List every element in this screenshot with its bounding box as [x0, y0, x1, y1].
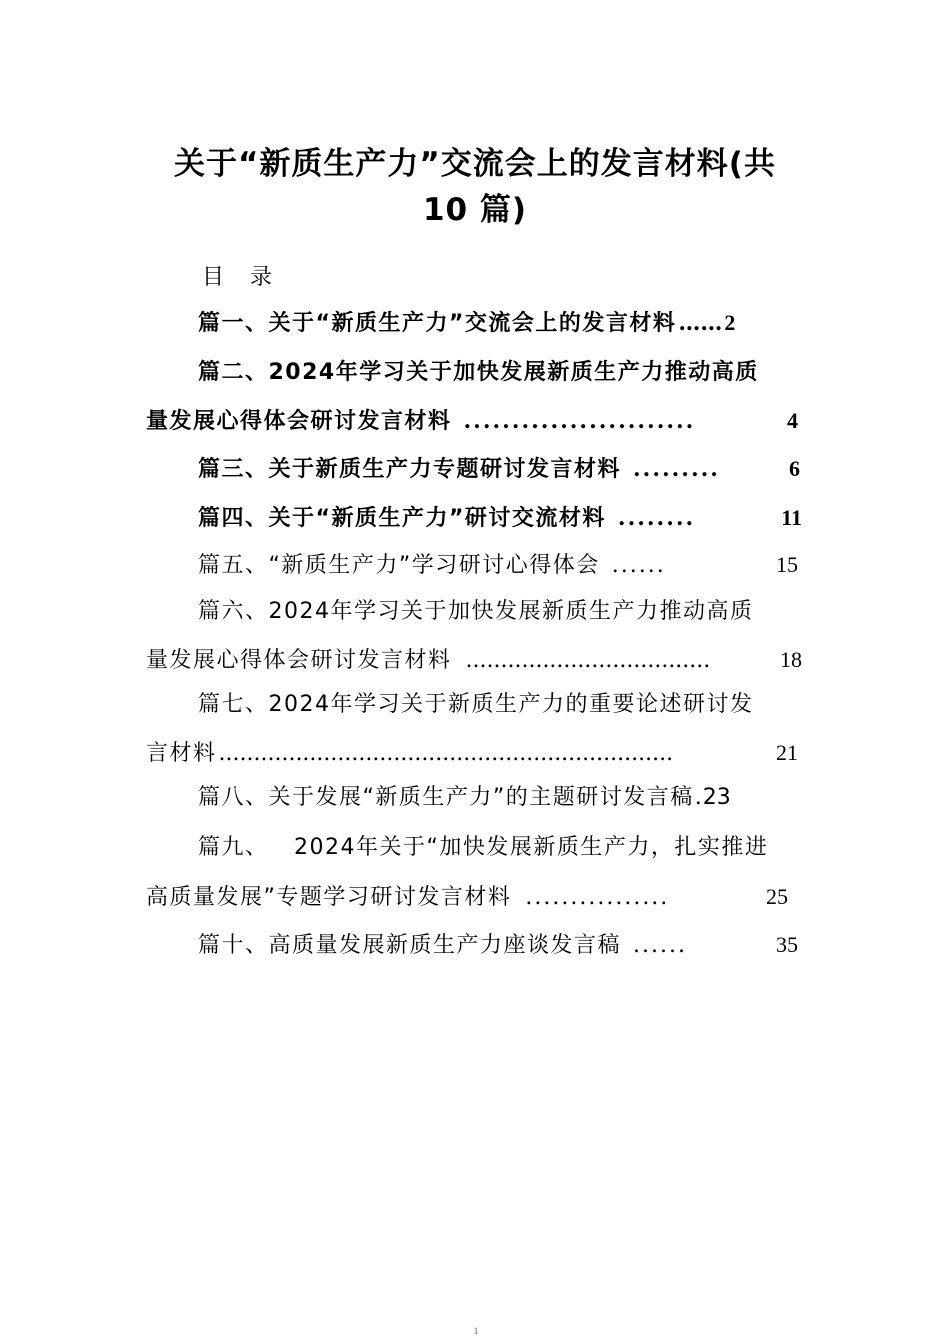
toc-entry-10[interactable]: [198, 930, 798, 961]
toc-entry-leader: ........: [617, 505, 696, 531]
toc-entry-title: 篇八、关于发展“新质生产力”的主题研讨发言稿: [198, 785, 694, 810]
toc-entry-title: 篇一、关于“新质生产力”交流会上的发言材料: [198, 311, 677, 336]
toc-entry-title: 篇五、“新质生产力”学习研讨心得体会: [198, 553, 600, 578]
document-title-line1: 关于“新质生产力”交流会上的发言材料(共: [174, 146, 776, 182]
toc-entry-3[interactable]: [198, 454, 800, 485]
toc-entry-5[interactable]: [198, 550, 798, 581]
toc-entry-page: 35: [776, 932, 798, 957]
toc-entry-7-line2[interactable]: [146, 738, 798, 769]
toc-entry-page: 6: [789, 456, 800, 481]
toc-heading: 目录: [202, 265, 299, 290]
toc-entry-title: 量发展心得体会研讨发言材料: [146, 409, 452, 434]
toc-entry-title: 篇七、2024年学习关于新质生产力的重要论述研讨发: [198, 692, 754, 717]
toc-entry-2-line2[interactable]: [146, 406, 798, 437]
toc-entry-page: 18: [780, 647, 802, 672]
toc-entry-6-line1[interactable]: [198, 597, 802, 627]
toc-entry-title: 高质量发展”专题学习研讨发言材料: [146, 885, 512, 910]
toc-entry-title: 量发展心得体会研讨发言材料: [146, 648, 452, 673]
toc-entry-2-line1[interactable]: [198, 358, 802, 388]
page-number: 1: [473, 1326, 479, 1336]
toc-entry-leader: ……: [678, 310, 723, 336]
toc-entry-title: 篇三、关于新质生产力专题研讨发言材料: [198, 457, 622, 482]
toc-entry-leader: .................................................................: [218, 741, 674, 766]
toc-entry-6-line2[interactable]: [146, 645, 802, 676]
toc-entry-page: 25: [766, 884, 788, 909]
toc-entry-1[interactable]: [198, 308, 802, 339]
toc-entry-9-line1[interactable]: [198, 833, 802, 863]
toc-entry-leader: ......: [611, 553, 666, 578]
toc-entry-title: 篇六、2024年学习关于加快发展新质生产力推动高质: [198, 599, 754, 624]
toc-entry-title: 篇四、关于“新质生产力”研讨交流材料: [198, 506, 606, 531]
toc-entry-4[interactable]: [198, 503, 802, 534]
toc-entry-leader: ........................: [463, 408, 696, 434]
toc-entry-leader: ......: [633, 933, 687, 958]
toc-entry-page: 4: [787, 408, 798, 433]
toc-entry-leader: .........: [633, 456, 720, 482]
toc-entry-title: 篇二、2024年学习关于加快发展新质生产力推动高质: [198, 360, 759, 385]
toc-entry-page: 23: [702, 785, 731, 810]
document-title-line2: 10 篇): [422, 192, 528, 228]
toc-entry-leader: ...................................: [465, 648, 711, 673]
toc-entry-title: 篇十、高质量发展新质生产力座谈发言稿: [198, 933, 622, 958]
toc-entry-page: 15: [776, 552, 798, 577]
toc-entry-title: 篇九、 2024年关于“加快发展新质生产力，扎实推进: [198, 835, 769, 860]
toc-entry-page: 21: [776, 740, 798, 765]
toc-entry-page: 2: [724, 310, 736, 335]
toc-entry-9-line2[interactable]: [146, 882, 788, 913]
toc-entry-7-line1[interactable]: [198, 690, 802, 720]
toc-entry-leader: ................: [525, 885, 670, 910]
toc-entry-page: 11: [781, 505, 802, 530]
toc-entry-title: 言材料: [146, 741, 217, 766]
toc-entry-8[interactable]: [198, 783, 804, 813]
toc-entry-leader: .: [694, 785, 702, 810]
